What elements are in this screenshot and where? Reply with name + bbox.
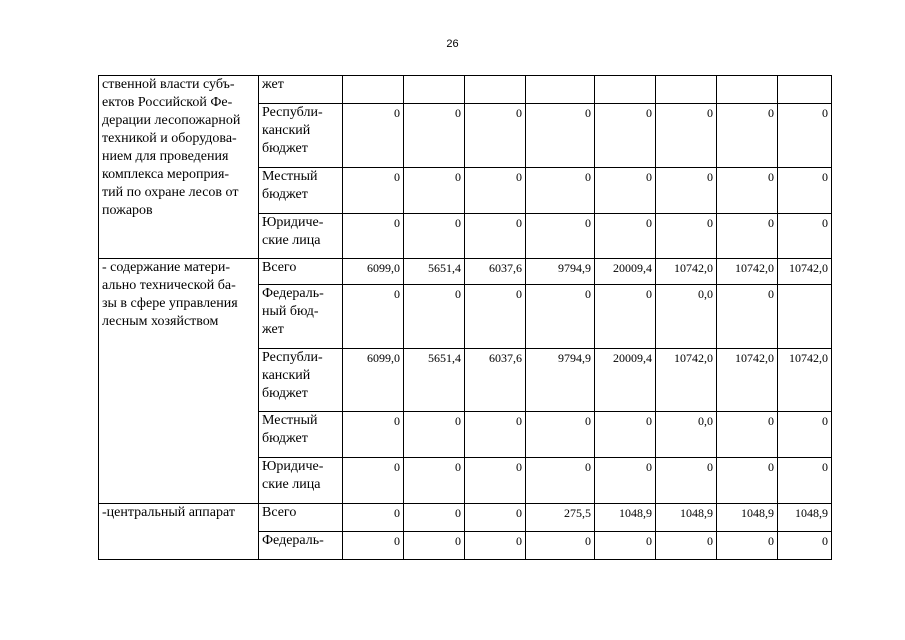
value-cell: 0 (526, 532, 595, 560)
value-cell: 0 (717, 104, 778, 168)
value-cell: 0 (717, 285, 778, 349)
value-cell (595, 76, 656, 104)
value-cell: 0 (404, 285, 465, 349)
value-cell: 0 (656, 104, 717, 168)
value-cell: 0 (343, 532, 404, 560)
value-cell: 10742,0 (656, 259, 717, 285)
value-cell: 0 (343, 285, 404, 349)
value-cell: 20009,4 (595, 349, 656, 412)
value-cell: 0 (778, 214, 832, 259)
value-cell: 0 (595, 104, 656, 168)
value-cell: 0 (404, 532, 465, 560)
row-group-description: ственной власти субъ- ектов Российской Фе- дерации лесопожарной техникой и оборудова- нием для проведения комплекса мероприя- тий по охране лесов от пожаров (99, 76, 259, 259)
value-cell: 0 (465, 104, 526, 168)
value-cell: 0 (465, 412, 526, 458)
value-cell: 0 (526, 458, 595, 504)
value-cell: 20009,4 (595, 259, 656, 285)
funding-source-cell: Всего (259, 504, 343, 532)
value-cell: 0 (656, 168, 717, 214)
value-cell: 0 (465, 214, 526, 259)
value-cell: 6037,6 (465, 259, 526, 285)
value-cell: 0 (404, 104, 465, 168)
value-cell: 5651,4 (404, 349, 465, 412)
funding-source-cell: Федераль- ный бюд- жет (259, 285, 343, 349)
value-cell: 0 (778, 104, 832, 168)
value-cell: 1048,9 (595, 504, 656, 532)
value-cell: 0 (465, 532, 526, 560)
value-cell (404, 76, 465, 104)
value-cell (717, 76, 778, 104)
value-cell: 0 (717, 458, 778, 504)
value-cell: 0 (404, 168, 465, 214)
value-cell: 0 (778, 168, 832, 214)
value-cell: 0 (526, 104, 595, 168)
value-cell: 1048,9 (656, 504, 717, 532)
value-cell: 0 (526, 214, 595, 259)
value-cell: 0 (465, 504, 526, 532)
value-cell: 5651,4 (404, 259, 465, 285)
value-cell: 0 (526, 168, 595, 214)
value-cell (778, 76, 832, 104)
funding-source-cell: Республи- канский бюджет (259, 349, 343, 412)
page-number: 26 (446, 38, 459, 50)
value-cell: 0 (595, 214, 656, 259)
value-cell: 10742,0 (717, 259, 778, 285)
value-cell: 0 (343, 458, 404, 504)
funding-source-cell: Местный бюджет (259, 412, 343, 458)
value-cell: 0 (465, 458, 526, 504)
value-cell: 10742,0 (717, 349, 778, 412)
value-cell: 1048,9 (778, 504, 832, 532)
funding-source-cell: Республи- канский бюджет (259, 104, 343, 168)
value-cell (343, 76, 404, 104)
value-cell (526, 76, 595, 104)
budget-table (98, 75, 832, 560)
value-cell: 10742,0 (656, 349, 717, 412)
value-cell: 0 (595, 412, 656, 458)
value-cell: 0 (717, 412, 778, 458)
value-cell: 0 (595, 458, 656, 504)
value-cell: 6099,0 (343, 259, 404, 285)
table-row (99, 259, 832, 285)
value-cell: 0 (778, 532, 832, 560)
value-cell: 0 (465, 168, 526, 214)
funding-source-cell: Местный бюджет (259, 168, 343, 214)
funding-source-cell: Юридиче- ские лица (259, 458, 343, 504)
value-cell: 0 (343, 412, 404, 458)
value-cell: 6099,0 (343, 349, 404, 412)
value-cell: 0 (656, 214, 717, 259)
value-cell: 0 (404, 504, 465, 532)
value-cell: 0 (778, 458, 832, 504)
value-cell: 0 (404, 214, 465, 259)
value-cell: 0 (526, 412, 595, 458)
value-cell: 0 (717, 214, 778, 259)
funding-source-cell: Юридиче- ские лица (259, 214, 343, 259)
value-cell (465, 76, 526, 104)
value-cell: 9794,9 (526, 349, 595, 412)
value-cell: 0 (656, 532, 717, 560)
table-row (99, 76, 832, 104)
value-cell: 0 (595, 168, 656, 214)
value-cell: 0 (595, 532, 656, 560)
value-cell: 0 (526, 285, 595, 349)
value-cell: 0 (778, 412, 832, 458)
value-cell: 1048,9 (717, 504, 778, 532)
value-cell: 0 (404, 458, 465, 504)
value-cell: 0,0 (656, 412, 717, 458)
value-cell: 0 (343, 214, 404, 259)
funding-source-cell: Всего (259, 259, 343, 285)
value-cell: 0 (595, 285, 656, 349)
table-row (99, 504, 832, 532)
value-cell: 9794,9 (526, 259, 595, 285)
value-cell: 6037,6 (465, 349, 526, 412)
row-group-description: -центральный аппарат (99, 504, 259, 560)
funding-source-cell: Федераль- (259, 532, 343, 560)
value-cell: 0 (717, 168, 778, 214)
value-cell: 0 (656, 458, 717, 504)
value-cell: 0 (404, 412, 465, 458)
value-cell: 0 (465, 285, 526, 349)
value-cell: 275,5 (526, 504, 595, 532)
funding-source-cell: жет (259, 76, 343, 104)
value-cell: 0,0 (656, 285, 717, 349)
value-cell (656, 76, 717, 104)
value-cell: 0 (343, 104, 404, 168)
value-cell: 0 (343, 504, 404, 532)
value-cell: 10742,0 (778, 349, 832, 412)
row-group-description: - содержание матери- ально технической ба- зы в сфере управления лесным хозяйством (99, 259, 259, 504)
value-cell: 10742,0 (778, 259, 832, 285)
value-cell (778, 285, 832, 349)
value-cell: 0 (343, 168, 404, 214)
value-cell: 0 (717, 532, 778, 560)
